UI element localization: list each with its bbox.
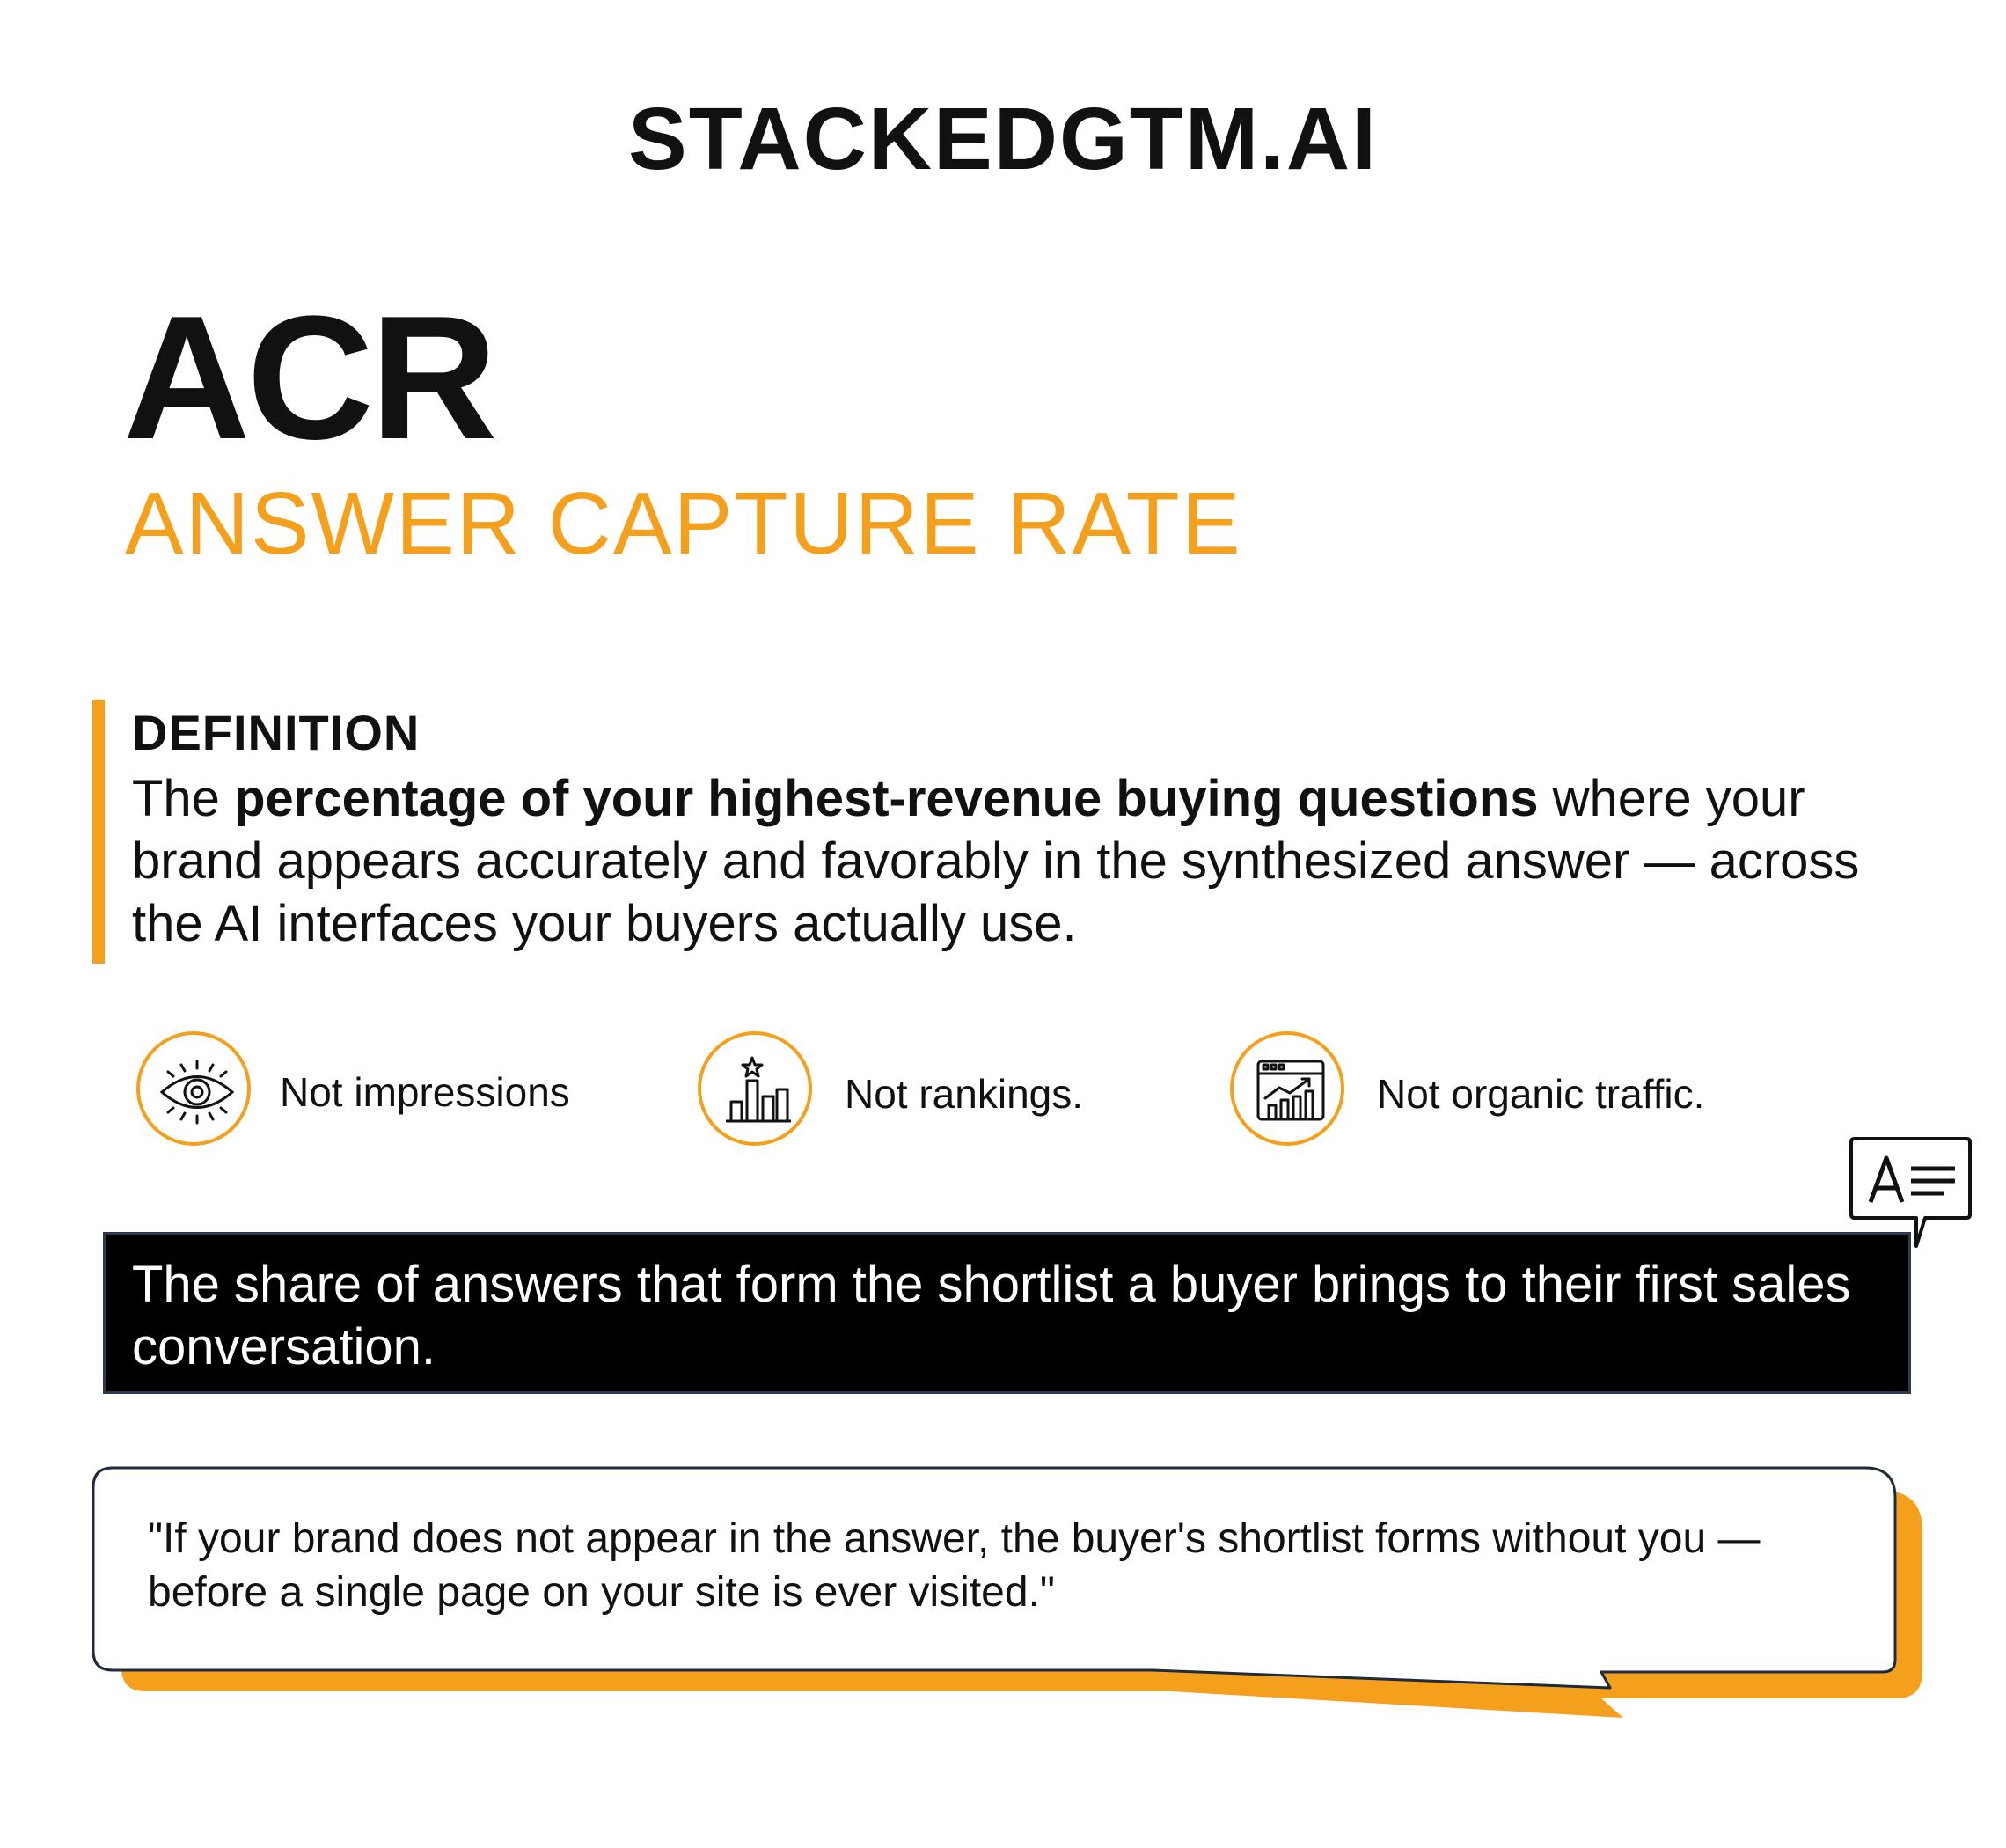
eye-icon <box>136 1031 251 1146</box>
brand-name: STACKEDGTM.AI <box>628 90 1378 188</box>
not-item-label-organic-traffic: Not organic traffic. <box>1377 1071 1705 1117</box>
not-item-label-rankings: Not rankings. <box>845 1071 1084 1117</box>
highlight-text: The share of answers that form the shortlist a buyer brings to their first sales conversation. <box>132 1256 1851 1375</box>
definition-text-start: The <box>132 770 235 827</box>
ai-answer-bubble-icon <box>1848 1133 1975 1252</box>
acronym-full-name: ANSWER CAPTURE RATE <box>125 474 1242 573</box>
definition-text-emphasis: percentage of your highest-revenue buying questions <box>234 770 1539 827</box>
definition-accent-bar <box>92 700 105 964</box>
quote-text: "If your brand does not appear in the answer, the buyer's shortlist forms without you — before a single page on your site is ever visited." <box>148 1515 1761 1616</box>
definition-heading: DEFINITION <box>132 705 421 760</box>
definition-text-end: where your brand appears accurately and favorably in the synthesized answer — across the AI interfaces your buyers actually use. <box>132 770 1860 952</box>
web-traffic-icon <box>1230 1031 1344 1146</box>
not-item-label-impressions: Not impressions <box>280 1069 570 1115</box>
acronym-title: ACR <box>123 280 494 476</box>
definition-text <box>132 767 1944 955</box>
ranking-chart-icon <box>698 1031 812 1146</box>
